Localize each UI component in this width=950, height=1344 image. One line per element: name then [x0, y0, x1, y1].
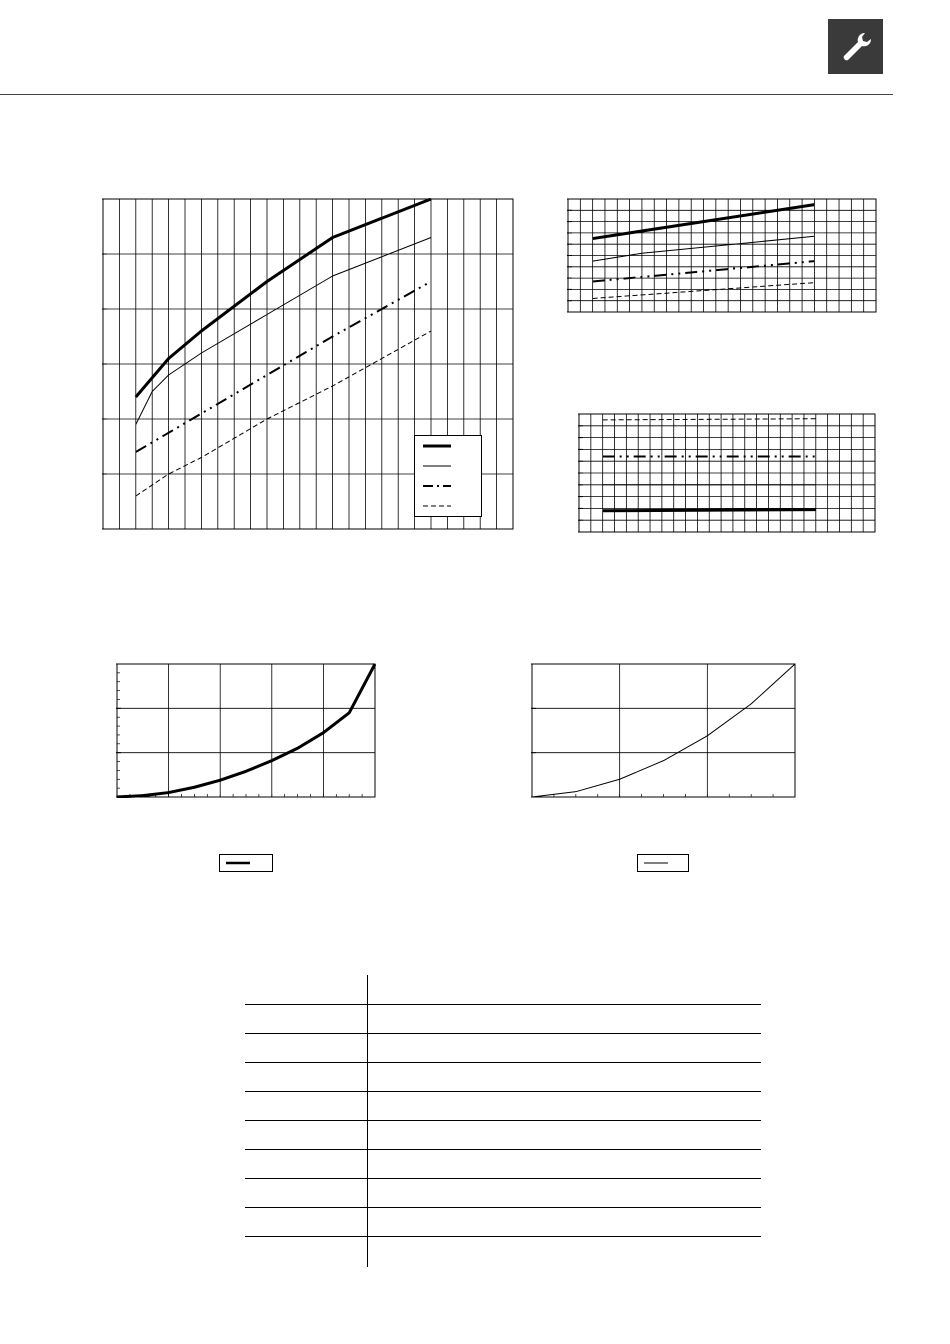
plot-frame — [532, 664, 795, 797]
grid — [578, 414, 875, 532]
series-line-dashed — [603, 419, 816, 420]
series-line-thin-solid — [532, 664, 795, 797]
table-row — [245, 1178, 761, 1208]
table-row — [245, 1207, 761, 1237]
bottom-left-legend — [219, 854, 273, 872]
grid — [116, 664, 375, 797]
table-row — [245, 1004, 761, 1034]
legend-swatches — [415, 436, 481, 516]
top-right-chart — [567, 198, 877, 313]
table-row — [245, 1120, 761, 1150]
wrench-icon — [836, 27, 876, 67]
bottom-left-legend-swatch — [220, 855, 272, 871]
spec-table — [245, 975, 761, 1267]
table-row — [245, 1091, 761, 1121]
bottom-right-legend-swatch — [638, 855, 688, 871]
table-row — [245, 975, 761, 1005]
middle-right-chart — [578, 413, 876, 533]
table-row — [245, 1149, 761, 1179]
series-line-thick-solid — [603, 510, 816, 511]
header-rule — [0, 94, 893, 95]
series-line-thick-solid — [117, 664, 375, 797]
bottom-right-chart — [531, 663, 796, 798]
main-chart-legend — [414, 435, 482, 517]
tool-badge — [828, 19, 883, 74]
grid — [531, 664, 795, 797]
table-row — [245, 1033, 761, 1063]
grid — [567, 199, 876, 312]
bottom-left-chart — [116, 663, 376, 798]
bottom-right-legend — [637, 854, 689, 872]
table-row — [245, 1062, 761, 1092]
plot-frame — [117, 664, 375, 797]
